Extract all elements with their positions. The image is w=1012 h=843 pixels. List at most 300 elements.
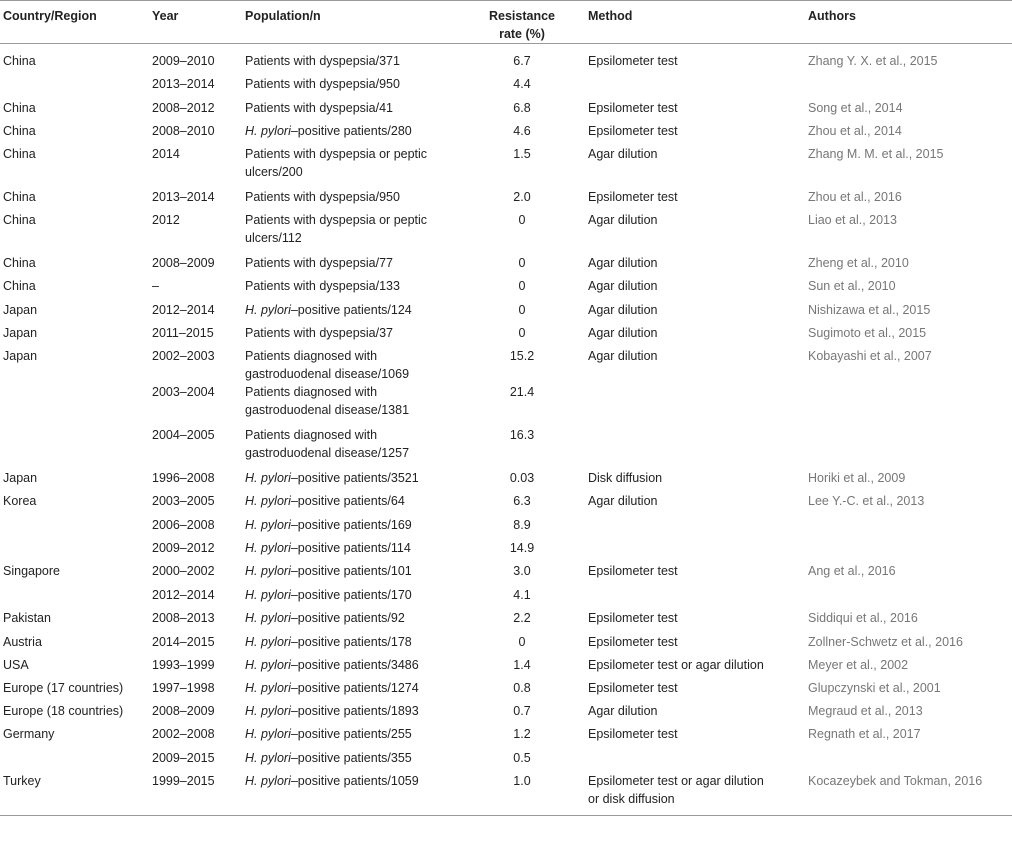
- cell-country: [0, 383, 152, 426]
- cell-authors: Horiki et al., 2009: [808, 470, 906, 485]
- cell-population: [244, 516, 458, 539]
- cell-population: [244, 492, 458, 516]
- cell-year: 2009–2010: [152, 53, 215, 68]
- population-detail: –positive patients/170: [290, 587, 412, 602]
- table-row: [0, 145, 1012, 188]
- cell-resistance-rate: 0.03: [509, 470, 535, 485]
- population-line: [245, 725, 458, 743]
- table-row: [0, 52, 1012, 75]
- col-header-population: Population/n: [244, 1, 458, 44]
- method-line: Agar dilution: [588, 493, 658, 508]
- cell-year: 2014–2015: [152, 634, 215, 649]
- population-line: Patients diagnosed with: [245, 384, 378, 399]
- table-row: [0, 749, 1012, 772]
- cell-country: Korea: [3, 493, 37, 508]
- cell-population: [244, 633, 458, 656]
- cell-authors: [808, 75, 1012, 99]
- cell-population: [244, 586, 458, 609]
- cell-resistance-rate: 16.3: [509, 427, 535, 442]
- cell-authors: [808, 749, 1012, 772]
- population-line: Patients with dyspepsia or peptic: [245, 212, 428, 227]
- col-header-method: Method: [586, 1, 808, 44]
- cell-resistance-rate: 0.8: [513, 680, 531, 695]
- cell-year: 2013–2014: [152, 189, 215, 204]
- cell-method: [586, 725, 808, 749]
- cell-method: [586, 633, 808, 656]
- cell-resistance-rate: 8.9: [513, 517, 531, 532]
- cell-authors: Zhang M. M. et al., 2015: [808, 146, 944, 161]
- population-line: [245, 516, 458, 534]
- cell-authors: Nishizawa et al., 2015: [808, 302, 931, 317]
- cell-resistance-rate: 0: [518, 325, 526, 340]
- species-name: H. pylori: [245, 123, 291, 138]
- cell-country: Turkey: [0, 772, 152, 816]
- cell-resistance-rate: 15.2: [509, 348, 535, 363]
- cell-method: [586, 44, 808, 52]
- method-line: Epsilometer test: [588, 563, 678, 578]
- cell-method: [586, 702, 808, 725]
- cell-method: [586, 469, 808, 492]
- cell-authors: Siddiqui et al., 2016: [808, 610, 918, 625]
- cell-authors: Zhou et al., 2014: [808, 123, 902, 138]
- cell-resistance-rate: [458, 44, 586, 52]
- cell-population: [244, 469, 458, 492]
- table-row: [0, 99, 1012, 122]
- cell-method: [586, 52, 808, 75]
- cell-country: China: [3, 53, 36, 68]
- cell-resistance-rate: 2.2: [513, 610, 531, 625]
- cell-authors: Meyer et al., 2002: [808, 657, 909, 672]
- table-row: [0, 383, 1012, 426]
- cell-country: [0, 44, 152, 52]
- cell-country: [0, 516, 152, 539]
- table-row: [0, 44, 1012, 52]
- cell-method: [586, 749, 808, 772]
- population-detail: –positive patients/355: [290, 750, 412, 765]
- cell-country: China: [3, 189, 36, 204]
- cell-country: Japan: [3, 302, 38, 317]
- species-name: H. pylori: [245, 680, 291, 695]
- table-row: [0, 725, 1012, 749]
- cell-resistance-rate: 6.8: [513, 100, 531, 115]
- species-name: H. pylori: [245, 610, 291, 625]
- cell-year: 2008–2012: [152, 100, 215, 115]
- cell-resistance-rate: 21.4: [509, 384, 535, 399]
- table-row: [0, 188, 1012, 211]
- cell-country: Pakistan: [3, 610, 51, 625]
- col-header-year: Year: [152, 1, 244, 44]
- cell-resistance-rate: 4.4: [513, 76, 531, 91]
- table-row: [0, 609, 1012, 633]
- cell-country: [0, 539, 152, 562]
- table-row: [0, 122, 1012, 145]
- cell-population: [244, 44, 458, 52]
- cell-year: 2008–2013: [152, 610, 215, 625]
- cell-resistance-rate: 6.7: [513, 53, 531, 68]
- species-name: H. pylori: [245, 750, 291, 765]
- cell-population: [244, 277, 458, 301]
- method-line: Agar dilution: [588, 255, 658, 270]
- population-line: [245, 679, 458, 697]
- cell-year: 2014: [152, 146, 180, 161]
- method-line: Epsilometer test: [588, 634, 678, 649]
- population-line: [245, 772, 458, 790]
- cell-country: China: [3, 100, 36, 115]
- population-line: Patients with dyspepsia/371: [245, 53, 400, 68]
- cell-authors: Zhou et al., 2016: [808, 189, 902, 204]
- cell-country: China: [3, 212, 36, 227]
- method-line: Epsilometer test or agar dilution: [588, 773, 764, 788]
- table-row: [0, 254, 1012, 277]
- table-row: [0, 516, 1012, 539]
- population-detail: –positive patients/3521: [290, 470, 419, 485]
- cell-authors: Sun et al., 2010: [808, 278, 896, 293]
- population-line: Patients with dyspepsia/133: [245, 278, 400, 293]
- cell-resistance-rate: 0.7: [513, 703, 531, 718]
- cell-year: 2011–2015: [152, 325, 214, 340]
- cell-year: –: [152, 278, 159, 293]
- cell-method: [586, 75, 808, 99]
- species-name: H. pylori: [245, 703, 291, 718]
- cell-method: [586, 492, 808, 516]
- cell-method: [586, 277, 808, 301]
- cell-population: [244, 702, 458, 725]
- cell-authors: Glupczynski et al., 2001: [808, 680, 941, 695]
- cell-year: 2004–2005: [152, 427, 215, 442]
- cell-authors: Zollner-Schwetz et al., 2016: [808, 634, 963, 649]
- cell-resistance-rate: 1.0: [458, 772, 586, 816]
- table-header-row: [0, 1, 1012, 44]
- cell-method: [586, 188, 808, 211]
- cell-year: 2002–2008: [152, 726, 215, 741]
- cell-population: [244, 772, 458, 816]
- cell-method: [586, 122, 808, 145]
- population-line: Patients with dyspepsia/950: [245, 189, 400, 204]
- col-header-rate-line2: rate (%): [499, 27, 545, 41]
- cell-country: Singapore: [3, 563, 60, 578]
- cell-resistance-rate: 3.0: [513, 563, 531, 578]
- cell-year: 2012: [152, 212, 180, 227]
- cell-resistance-rate: 1.2: [513, 726, 531, 741]
- cell-year: 2002–2003: [152, 348, 215, 363]
- cell-country: [0, 75, 152, 99]
- species-name: H. pylori: [245, 540, 291, 555]
- cell-authors: [808, 44, 1012, 52]
- cell-year: 2003–2004: [152, 384, 215, 399]
- cell-population: [244, 145, 458, 188]
- population-line: gastroduodenal disease/1257: [245, 445, 410, 460]
- cell-year: 2009–2015: [152, 750, 215, 765]
- species-name: H. pylori: [245, 302, 291, 317]
- cell-population: [244, 656, 458, 679]
- cell-population: [244, 99, 458, 122]
- species-name: H. pylori: [245, 587, 291, 602]
- method-line: Disk diffusion: [588, 470, 663, 485]
- cell-authors: Zheng et al., 2010: [808, 255, 909, 270]
- method-line: Epsilometer test: [588, 123, 678, 138]
- table-row: [0, 277, 1012, 301]
- col-header-authors: Authors: [808, 1, 1012, 44]
- species-name: H. pylori: [245, 470, 291, 485]
- cell-year: 2008–2009: [152, 255, 215, 270]
- cell-country: China: [3, 146, 36, 161]
- species-name: H. pylori: [245, 773, 291, 788]
- cell-authors: Sugimoto et al., 2015: [808, 325, 927, 340]
- cell-authors: Song et al., 2014: [808, 100, 903, 115]
- population-line: Patients diagnosed with: [245, 427, 378, 442]
- cell-method: [586, 347, 808, 383]
- cell-method: [586, 383, 808, 426]
- population-line: ulcers/200: [245, 164, 303, 179]
- table-row: [0, 492, 1012, 516]
- cell-country: USA: [3, 657, 29, 672]
- cell-population: [244, 301, 458, 324]
- cell-population: [244, 426, 458, 469]
- table-row: [0, 324, 1012, 347]
- population-detail: –positive patients/255: [290, 726, 412, 741]
- cell-resistance-rate: 0: [518, 255, 526, 270]
- cell-year: 1997–1998: [152, 680, 215, 695]
- cell-authors: [808, 539, 1012, 562]
- table-row: [0, 539, 1012, 562]
- table-row: [0, 679, 1012, 702]
- population-line: Patients with dyspepsia/950: [245, 76, 400, 91]
- cell-year: 2008–2010: [152, 123, 215, 138]
- method-line: Epsilometer test: [588, 100, 678, 115]
- cell-year: 2003–2005: [152, 493, 215, 508]
- method-line: Agar dilution: [588, 278, 658, 293]
- method-line: Agar dilution: [588, 302, 658, 317]
- cell-year: 2012–2014: [152, 302, 215, 317]
- method-line: Agar dilution: [588, 703, 658, 718]
- method-line: Epsilometer test or agar dilution: [588, 657, 764, 672]
- cell-resistance-rate: 4.1: [513, 587, 531, 602]
- species-name: H. pylori: [245, 517, 291, 532]
- cell-country: Europe (17 countries): [3, 680, 124, 695]
- cell-method: [586, 254, 808, 277]
- cell-method: [586, 772, 808, 816]
- cell-population: [244, 725, 458, 749]
- cell-country: Japan: [3, 470, 38, 485]
- cell-country: Europe (18 countries): [3, 703, 124, 718]
- table-row: [0, 301, 1012, 324]
- table-row: [0, 562, 1012, 586]
- cell-resistance-rate: 1.5: [513, 146, 531, 161]
- population-line: [245, 492, 458, 510]
- population-detail: –positive patients/1893: [290, 703, 419, 718]
- cell-method: [586, 609, 808, 633]
- population-line: [245, 562, 458, 580]
- table-row: [0, 469, 1012, 492]
- cell-method: [586, 301, 808, 324]
- population-detail: –positive patients/1059: [290, 773, 419, 788]
- table-row: [0, 772, 1012, 816]
- cell-authors: Zhang Y. X. et al., 2015: [808, 53, 938, 68]
- cell-population: [244, 383, 458, 426]
- population-line: [245, 749, 458, 767]
- table-row: [0, 211, 1012, 254]
- cell-method: [586, 516, 808, 539]
- cell-year: 2006–2008: [152, 517, 215, 532]
- population-line: [245, 301, 458, 319]
- cell-authors: [808, 516, 1012, 539]
- cell-method: [586, 539, 808, 562]
- cell-authors: Lee Y.-C. et al., 2013: [808, 493, 925, 508]
- population-line: Patients diagnosed with: [245, 348, 378, 363]
- table-row: [0, 586, 1012, 609]
- table-row: [0, 633, 1012, 656]
- cell-year: 2008–2009: [152, 703, 215, 718]
- population-line: [245, 586, 458, 604]
- cell-country: China: [3, 123, 36, 138]
- cell-authors: [808, 383, 1012, 426]
- cell-authors: [808, 426, 1012, 469]
- population-detail: –positive patients/92: [290, 610, 405, 625]
- population-line: Patients with dyspepsia/41: [245, 100, 394, 115]
- cell-year: 1999–2015: [152, 772, 244, 816]
- cell-population: [244, 324, 458, 347]
- cell-year: 1996–2008: [152, 470, 215, 485]
- method-line: Epsilometer test: [588, 726, 678, 741]
- cell-population: [244, 211, 458, 254]
- species-name: H. pylori: [245, 657, 291, 672]
- table-row: [0, 426, 1012, 469]
- cell-population: [244, 347, 458, 383]
- cell-year: [152, 44, 244, 52]
- population-detail: –positive patients/3486: [290, 657, 419, 672]
- cell-resistance-rate: 1.4: [513, 657, 531, 672]
- cell-population: [244, 562, 458, 586]
- cell-authors: Ang et al., 2016: [808, 563, 896, 578]
- cell-method: [586, 656, 808, 679]
- cell-authors: [808, 586, 1012, 609]
- cell-method: [586, 211, 808, 254]
- cell-authors: Regnath et al., 2017: [808, 726, 921, 741]
- table-row: [0, 656, 1012, 679]
- method-line: Agar dilution: [588, 325, 658, 340]
- cell-country: [0, 426, 152, 469]
- cell-method: [586, 679, 808, 702]
- cell-resistance-rate: 0: [518, 212, 526, 227]
- cell-population: [244, 122, 458, 145]
- cell-resistance-rate: 4.6: [513, 123, 531, 138]
- population-line: [245, 122, 458, 140]
- cell-year: 2012–2014: [152, 587, 215, 602]
- cell-population: [244, 539, 458, 562]
- cell-country: Germany: [3, 726, 55, 741]
- cell-resistance-rate: 2.0: [513, 189, 531, 204]
- table-row: [0, 75, 1012, 99]
- cell-population: [244, 254, 458, 277]
- cell-authors: Liao et al., 2013: [808, 212, 897, 227]
- cell-population: [244, 749, 458, 772]
- method-line: Epsilometer test: [588, 680, 678, 695]
- cell-population: [244, 52, 458, 75]
- col-header-resistance-rate: [458, 1, 586, 44]
- method-line: Agar dilution: [588, 212, 658, 227]
- cell-population: [244, 679, 458, 702]
- cell-method: [586, 586, 808, 609]
- cell-resistance-rate: 14.9: [509, 540, 535, 555]
- population-detail: –positive patients/169: [290, 517, 412, 532]
- cell-population: [244, 75, 458, 99]
- table-body: [0, 44, 1012, 816]
- col-header-country: Country/Region: [0, 1, 152, 44]
- cell-country: China: [3, 255, 36, 270]
- species-name: H. pylori: [245, 493, 291, 508]
- population-line: [245, 656, 458, 674]
- cell-resistance-rate: 0: [518, 634, 526, 649]
- cell-resistance-rate: 0: [518, 302, 526, 317]
- method-line: Agar dilution: [588, 146, 658, 161]
- population-line: Patients with dyspepsia/37: [245, 325, 394, 340]
- method-line: Epsilometer test: [588, 189, 678, 204]
- population-line: Patients with dyspepsia or peptic: [245, 146, 428, 161]
- cell-resistance-rate: 0.5: [513, 750, 531, 765]
- population-line: [245, 609, 458, 627]
- cell-country: [0, 586, 152, 609]
- population-detail: –positive patients/1274: [290, 680, 419, 695]
- population-line: Patients with dyspepsia/77: [245, 255, 394, 270]
- method-line: Epsilometer test: [588, 610, 678, 625]
- table-row: [0, 347, 1012, 383]
- cell-population: [244, 188, 458, 211]
- population-detail: –positive patients/101: [290, 563, 412, 578]
- cell-resistance-rate: 0: [518, 278, 526, 293]
- cell-country: Japan: [3, 348, 38, 363]
- cell-method: [586, 145, 808, 188]
- col-header-rate-line1: Resistance: [488, 9, 555, 23]
- cell-method: [586, 99, 808, 122]
- population-detail: –positive patients/64: [290, 493, 405, 508]
- species-name: H. pylori: [245, 563, 291, 578]
- cell-method: [586, 562, 808, 586]
- cell-year: 1993–1999: [152, 657, 215, 672]
- method-line: Agar dilution: [588, 348, 658, 363]
- cell-population: [244, 609, 458, 633]
- population-detail: –positive patients/178: [290, 634, 412, 649]
- table-row: [0, 702, 1012, 725]
- method-line: or disk diffusion: [588, 791, 675, 806]
- cell-country: Austria: [3, 634, 42, 649]
- cell-method: [586, 426, 808, 469]
- population-line: [245, 539, 458, 557]
- method-line: Epsilometer test: [588, 53, 678, 68]
- cell-authors: Kocazeybek and Tokman, 2016: [808, 772, 1012, 816]
- population-detail: –positive patients/114: [290, 540, 411, 555]
- cell-authors: Kobayashi et al., 2007: [808, 348, 932, 363]
- population-line: ulcers/112: [245, 230, 302, 245]
- species-name: H. pylori: [245, 726, 291, 741]
- cell-year: 2009–2012: [152, 540, 215, 555]
- population-line: [245, 469, 458, 487]
- population-line: [245, 702, 458, 720]
- population-line: [245, 633, 458, 651]
- cell-country: China: [3, 278, 36, 293]
- cell-country: Japan: [3, 325, 38, 340]
- population-line: gastroduodenal disease/1381: [245, 402, 410, 417]
- population-detail: –positive patients/280: [290, 123, 412, 138]
- population-detail: –positive patients/124: [290, 302, 412, 317]
- cell-year: 2013–2014: [152, 76, 215, 91]
- population-line: gastroduodenal disease/1069: [245, 366, 410, 381]
- cell-resistance-rate: 6.3: [513, 493, 531, 508]
- cell-country: [0, 749, 152, 772]
- cell-year: 2000–2002: [152, 563, 215, 578]
- cell-authors: Megraud et al., 2013: [808, 703, 923, 718]
- cell-method: [586, 324, 808, 347]
- species-name: H. pylori: [245, 634, 291, 649]
